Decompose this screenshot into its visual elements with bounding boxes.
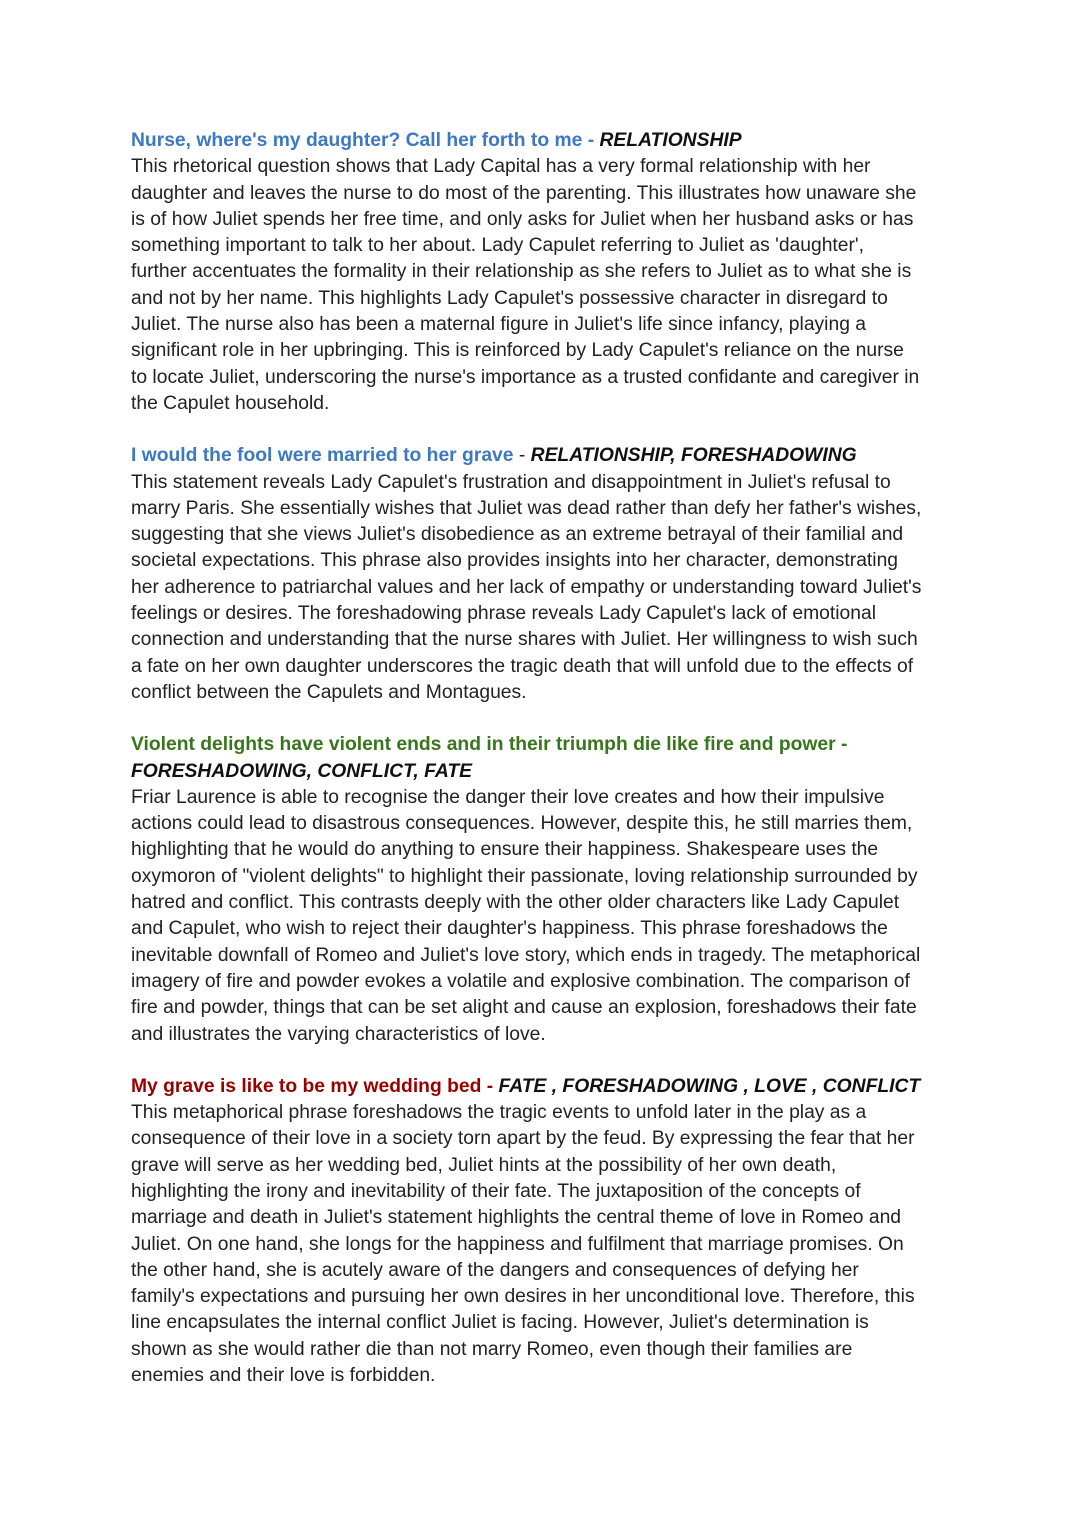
paragraph-line: Friar Laurence is able to recognise the danger their love creates and how their impulsive bbox=[131, 786, 885, 808]
paragraph-line: grave will serve as her wedding bed, Juliet hints at the possibility of her own death, bbox=[131, 1154, 837, 1176]
paragraph-line: and illustrates the varying characteristics of love. bbox=[131, 1023, 546, 1045]
paragraph-line: Juliet. On one hand, she longs for the happiness and fulfilment that marriage promises. On bbox=[131, 1233, 904, 1255]
paragraph-line: family's expectations and pursuing her own desires in her unconditional love. Therefore, this bbox=[131, 1286, 915, 1308]
paragraph-line: marriage and death in Juliet's statement highlights the central theme of love in Romeo and bbox=[131, 1207, 902, 1229]
paragraph-line: societal expectations. This phrase also provides insights into her character, demonstrating bbox=[131, 550, 899, 572]
paragraph-line: a fate on her own daughter underscores the tragic death that will unfold due to the effects of bbox=[131, 655, 914, 677]
document-page bbox=[131, 128, 956, 1415]
quote-text: My grave is like to be my wedding bed bbox=[131, 1075, 482, 1097]
analysis-paragraph bbox=[131, 1100, 956, 1389]
paragraph-line: further accentuates the formality in their relationship as she refers to Juliet as to what she is bbox=[131, 261, 912, 283]
paragraph-line: to locate Juliet, underscoring the nurse's importance as a trusted confidante and caregiver in bbox=[131, 366, 920, 388]
paragraph-line: daughter and leaves the nurse to do most of the parenting. This illustrates how unaware she bbox=[131, 182, 917, 204]
paragraph-line: imagery of fire and powder evokes a volatile and explosive combination. The comparison of bbox=[131, 970, 910, 992]
paragraph-line: the other hand, she is acutely aware of the dangers and consequences of defying her bbox=[131, 1259, 859, 1281]
paragraph-line: hatred and conflict. This contrasts deeply with the other older characters like Lady Capulet bbox=[131, 892, 900, 914]
heading-separator: - bbox=[513, 445, 531, 467]
section-heading bbox=[131, 128, 956, 154]
paragraph-line: enemies and their love is forbidden. bbox=[131, 1365, 436, 1387]
paragraph-line: and not by her name. This highlights Lady Capulet's possessive character in disregard to bbox=[131, 287, 888, 309]
paragraph-line: line encapsulates the internal conflict Juliet is facing. However, Juliet's determination is bbox=[131, 1312, 869, 1334]
paragraph-line: significant role in her upbringing. This is reinforced by Lady Capulet's reliance on the nurse bbox=[131, 340, 904, 362]
paragraph-line: and Capulet, who wish to reject their daughter's happiness. This phrase foreshadows the bbox=[131, 918, 888, 940]
paragraph-line: actions could lead to disastrous consequences. However, despite this, he still marries them, bbox=[131, 813, 913, 835]
paragraph-line: Juliet. The nurse also has been a maternal figure in Juliet's life since infancy, playing a bbox=[131, 314, 866, 336]
analysis-paragraph bbox=[131, 470, 956, 707]
quote-section-violent-delights bbox=[131, 732, 956, 1048]
quote-section-wedding-bed bbox=[131, 1074, 956, 1390]
theme-tags: FORESHADOWING, CONFLICT, FATE bbox=[131, 760, 472, 782]
section-heading bbox=[131, 443, 956, 469]
paragraph-line: is of how Juliet spends her free time, and only asks for Juliet when her husband asks or has bbox=[131, 208, 914, 230]
paragraph-line: This rhetorical question shows that Lady Capital has a very formal relationship with her bbox=[131, 156, 871, 178]
section-heading bbox=[131, 732, 956, 785]
paragraph-line: the Capulet household. bbox=[131, 392, 330, 414]
paragraph-line: highlighting the irony and inevitability of their fate. The juxtaposition of the concepts of bbox=[131, 1180, 861, 1202]
theme-tags: FATE , FORESHADOWING , LOVE , CONFLICT bbox=[498, 1075, 921, 1097]
paragraph-line: consequence of their love in a society torn apart by the feud. By expressing the fear that her bbox=[131, 1128, 915, 1150]
analysis-paragraph bbox=[131, 154, 956, 417]
quote-text: Violent delights have violent ends and in their triumph die like fire and power bbox=[131, 734, 836, 756]
quote-section-nurse bbox=[131, 128, 956, 417]
paragraph-line: highlighting that he would do anything to ensure their happiness. Shakespeare uses the bbox=[131, 839, 879, 861]
quote-section-grave-fool bbox=[131, 443, 956, 706]
heading-separator: - bbox=[481, 1075, 499, 1097]
paragraph-line: This statement reveals Lady Capulet's frustration and disappointment in Juliet's refusal to bbox=[131, 471, 891, 493]
analysis-paragraph bbox=[131, 785, 956, 1048]
quote-text: I would the fool were married to her grave bbox=[131, 445, 514, 467]
paragraph-line: This metaphorical phrase foreshadows the tragic events to unfold later in the play as a bbox=[131, 1102, 867, 1124]
paragraph-line: suggesting that she views Juliet's disobedience as an extreme betrayal of their familial and bbox=[131, 524, 904, 546]
paragraph-line: her adherence to patriarchal values and her lack of empathy or understanding toward Juliet's bbox=[131, 576, 922, 598]
section-heading bbox=[131, 1074, 956, 1100]
heading-separator: - bbox=[582, 130, 600, 151]
paragraph-line: something important to talk to her about. Lady Capulet referring to Juliet as 'daughter', bbox=[131, 235, 864, 257]
paragraph-line: feelings or desires. The foreshadowing phrase reveals Lady Capulet's lack of emotional bbox=[131, 603, 877, 625]
quote-text: Nurse, where's my daughter? Call her forth to me bbox=[131, 130, 583, 151]
paragraph-line: oxymoron of "violent delights" to highlight their passionate, loving relationship surrounded by bbox=[131, 865, 918, 887]
heading-separator: - bbox=[835, 734, 848, 756]
paragraph-line: marry Paris. She essentially wishes that Juliet was dead rather than defy her father's wishes, bbox=[131, 497, 922, 519]
paragraph-line: inevitable downfall of Romeo and Juliet's love story, which ends in tragedy. The metaphorical bbox=[131, 944, 921, 966]
theme-tags: RELATIONSHIP, FORESHADOWING bbox=[530, 445, 857, 467]
paragraph-line: shown as she would rather die than not marry Romeo, even though their families are bbox=[131, 1338, 853, 1360]
paragraph-line: conflict between the Capulets and Montagues. bbox=[131, 681, 527, 703]
theme-tags: RELATIONSHIP bbox=[599, 130, 742, 151]
paragraph-line: fire and powder, things that can be set alight and cause an explosion, foreshadows their fate bbox=[131, 997, 917, 1019]
paragraph-line: connection and understanding that the nurse shares with Juliet. Her willingness to wish such bbox=[131, 629, 918, 651]
